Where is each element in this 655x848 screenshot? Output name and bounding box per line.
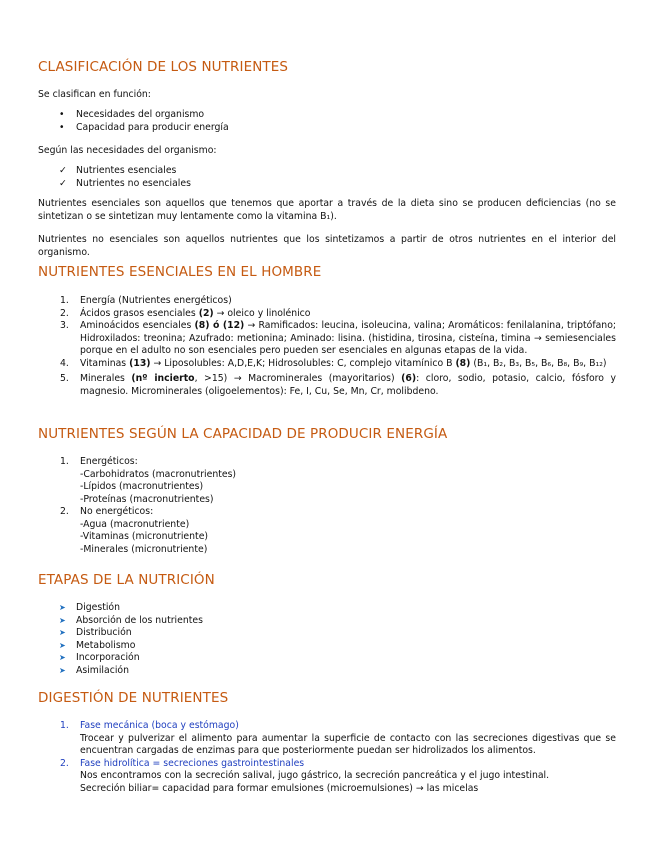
list-item: • Necesidades del organismo <box>59 109 205 120</box>
section-title-esenciales-hombre: NUTRIENTES ESENCIALES EN EL HOMBRE <box>38 264 322 280</box>
list-item: 2. Ácidos grasos esenciales (2) → oleico y linolénico <box>60 307 311 319</box>
list-item: • Capacidad para producir energía <box>59 121 229 133</box>
list-item: ➤ Asimilación <box>59 664 129 676</box>
arrow-bullet-icon: ➤ <box>59 615 66 625</box>
section-title-etapas: ETAPAS DE LA NUTRICIÓN <box>38 572 215 588</box>
section-title-capacidad-energia: NUTRIENTES SEGÚN LA CAPACIDAD DE PRODUCIR ENERGÍA <box>38 426 448 442</box>
arrow-bullet-icon: ➤ <box>59 653 66 662</box>
list-item: 4. Vitaminas (13) → Liposolubles: A,D,E,K; Hidrosolubles: C, complejo vitamínico B (8) (B₁, B₂, B₃, B₅, B₆, B₈, B₉, B₁₂) <box>60 357 607 369</box>
check-icon: ✓ <box>59 165 67 176</box>
numbered-list-esenciales <box>38 295 616 398</box>
list-item: ✓ Nutrientes esenciales <box>59 165 177 176</box>
list-item: 1. Fase mecánica (boca y estómago) Trocear y pulverizar el alimento para aumentar la superficie de contacto con las secreciones digestivas que se encuentran cargadas de enzimas para que posteriormente puedan ser hidrolizados los alimentos. <box>60 720 616 756</box>
check-list <box>38 165 618 190</box>
intro-text-2: Según las necesidades del organismo: <box>38 145 217 156</box>
list-item: 5. Minerales (nº incierto, >15) → Macrominerales (mayoritarios) (6): cloro, sodio, potasio, calcio, fósforo y magnesio. Microminerales (oligoelementos): Fe, I, Cu, Se, Mn, Cr, molibdeno. <box>60 373 617 397</box>
list-item: 1. Energéticos: -Carbohidratos (macronutrientes) -Lípidos (macronutrientes) -Proteínas (macronutrientes) <box>60 456 237 505</box>
list-item: ➤ Incorporación <box>59 652 140 663</box>
arrow-bullet-icon: ➤ <box>59 628 66 637</box>
list-item: ➤ Absorción de los nutrientes <box>59 614 203 626</box>
arrow-list-etapas <box>38 602 616 677</box>
paragraph-no-esenciales: Nutrientes no esenciales son aquellos nutrientes que los sintetizamos a partir de otros nutrientes en el interior del organismo. <box>38 234 616 258</box>
arrow-bullet-icon: ➤ <box>59 665 66 675</box>
list-item: 2. No energéticos: -Agua (macronutriente) -Vitaminas (micronutriente) -Minerales (micronutriente) <box>60 506 209 555</box>
list-item: 3. Aminoácidos esenciales (8) ó (12) → Ramificados: leucina, isoleucina, valina; Aromáticos: fenilalanina, triptófano; Hidroxilados: treonina; Azufrado: metionina; Aminado: lisina. (histidina, tirosina, cisteína, timina → semiesenciales porque en el adulto no son esenciales pero pueden ser esenciales en algunas etapas de la vida. <box>60 320 617 356</box>
section-title-clasificacion: CLASIFICACIÓN DE LOS NUTRIENTES <box>38 59 289 75</box>
numbered-list-digestion <box>38 720 616 795</box>
list-item: 1. Energía (Nutrientes energéticos) <box>60 295 232 306</box>
list-item: 2. Fase hidrolítica = secreciones gastrointestinales Nos encontramos con la secreción salival, jugo gástrico, la secreción pancreática y el jugo intestinal. Secreción biliar= capacidad para formar emulsiones (microemulsiones) → las micelas <box>60 757 550 794</box>
numbered-list-energia <box>38 456 616 556</box>
list-item: ➤ Distribución <box>59 627 132 638</box>
arrow-bullet-icon: ➤ <box>59 603 66 612</box>
paragraph-esenciales: Nutrientes esenciales son aquellos que tenemos que aportar a través de la dieta sino se producen deficiencias (no se sintetizan o se sintetizan muy lentamente como la vitamina B₁). <box>38 198 616 222</box>
bullet-list-funcion <box>38 109 618 134</box>
check-icon: ✓ <box>59 177 67 189</box>
list-item: ➤ Metabolismo <box>59 639 136 651</box>
intro-text: Se clasifican en función: <box>38 89 151 100</box>
section-title-digestion: DIGESTIÓN DE NUTRIENTES <box>38 690 229 706</box>
list-item: ➤ Digestión <box>59 602 121 613</box>
arrow-bullet-icon: ➤ <box>59 640 66 650</box>
list-item: ✓ Nutrientes no esenciales <box>59 177 191 189</box>
